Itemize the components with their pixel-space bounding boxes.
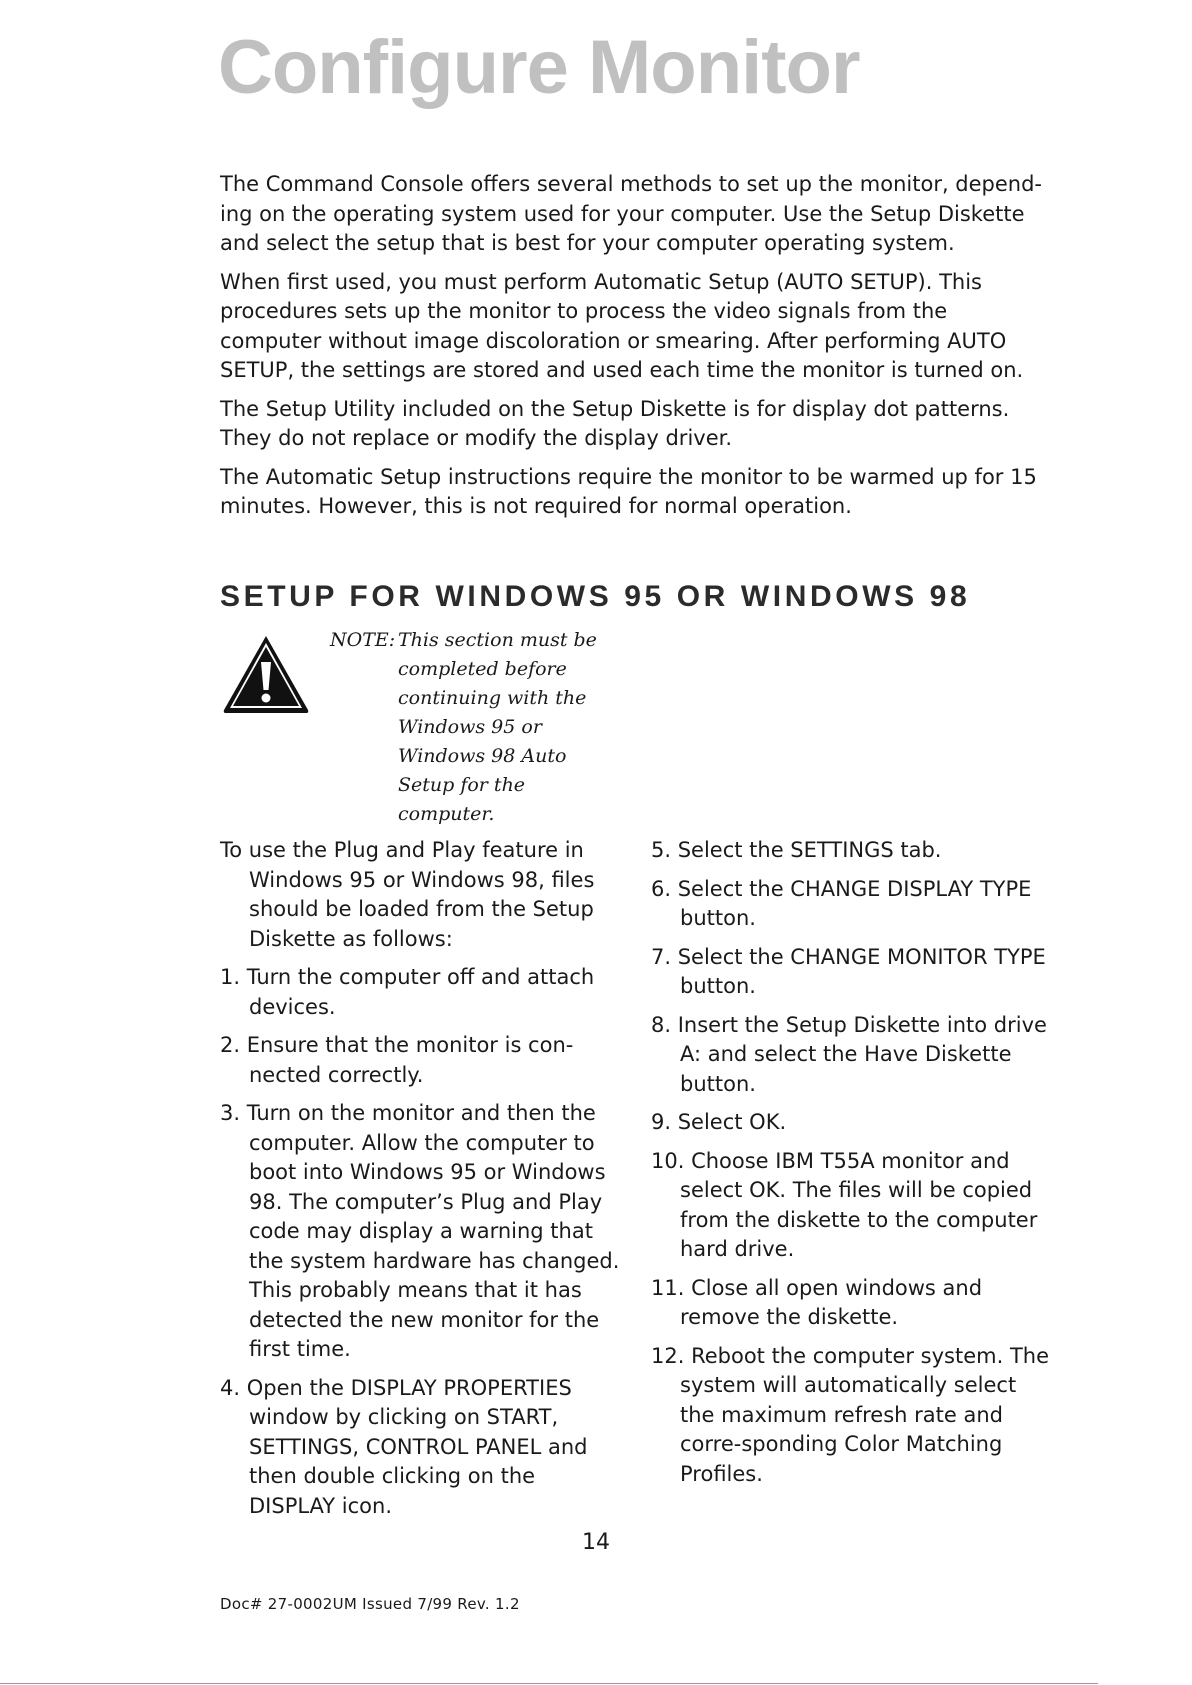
bottom-divider	[0, 1683, 1098, 1684]
page-number: 14	[582, 1530, 610, 1555]
instructions-right-column	[651, 836, 1051, 1498]
list-item: 9. Select OK.	[651, 1110, 787, 1134]
intro-paragraph: The Automatic Setup instructions require the monitor to be warmed up for 15 minutes. However, this is not required for normal operation.	[220, 464, 1037, 518]
list-item: 1. Turn the computer off and attach devices.	[220, 965, 595, 1019]
section-heading: SETUP FOR WINDOWS 95 OR WINDOWS 98	[220, 580, 971, 613]
list-item: 5. Select the SETTINGS tab.	[651, 838, 942, 862]
list-item: 12. Reboot the computer system. The system will automatically select the maximum refresh rate and corre-sponding Color Matching Profiles.	[651, 1343, 1049, 1486]
intro-section	[220, 170, 1050, 531]
intro-paragraph: The Setup Utility included on the Setup Diskette is for display dot patterns. They do not replace or modify the display driver.	[220, 396, 1010, 450]
list-item: To use the Plug and Play feature in Windows 95 or Windows 98, files should be loaded from the Setup Diskette as follows:	[220, 838, 595, 951]
list-item: 7. Select the CHANGE MONITOR TYPE button.	[651, 944, 1046, 998]
list-item: 11. Close all open windows and remove the diskette.	[651, 1275, 983, 1329]
instructions-left-column	[220, 836, 620, 1530]
list-item: 4. Open the DISPLAY PROPERTIES window by clicking on START, SETTINGS, CONTROL PANEL and then double clicking on the DISPLAY icon.	[220, 1375, 588, 1518]
note-block	[330, 626, 630, 829]
intro-paragraph: The Command Console offers several methods to set up the monitor, depend-ing on the operating system used for your computer. Use the Setup Diskette and select the setup that is best for your computer operating system.	[220, 172, 1043, 255]
intro-paragraph: When first used, you must perform Automatic Setup (AUTO SETUP). This procedures sets up the monitor to process the video signals from the computer without image discoloration or smearing. After performing AUTO SETUP, the settings are stored and used each time the monitor is turned on.	[220, 269, 1024, 382]
warning-triangle-icon	[220, 632, 312, 716]
list-item: 10. Choose IBM T55A monitor and select OK. The files will be copied from the diskette to the computer hard drive.	[651, 1148, 1038, 1261]
list-item: 8. Insert the Setup Diskette into drive A: and select the Have Diskette button.	[651, 1012, 1047, 1096]
list-item: 6. Select the CHANGE DISPLAY TYPE button.	[651, 876, 1032, 930]
note-text: This section must be completed before continuing with the Windows 95 or Windows 98 Auto Setup for the computer.	[398, 629, 597, 825]
page-title: Configure Monitor	[218, 25, 860, 110]
note-label: NOTE:	[330, 629, 396, 651]
list-item: 2. Ensure that the monitor is con-nected correctly.	[220, 1033, 574, 1087]
list-item: 3. Turn on the monitor and then the computer. Allow the computer to boot into Windows 95 or Windows 98. The computer’s Plug and Play code may display a warning that the system hardware has changed. This probably means that it has detected the new monitor for the first time.	[220, 1101, 620, 1361]
document-footer: Doc# 27-0002UM Issued 7/99 Rev. 1.2	[220, 1595, 520, 1613]
